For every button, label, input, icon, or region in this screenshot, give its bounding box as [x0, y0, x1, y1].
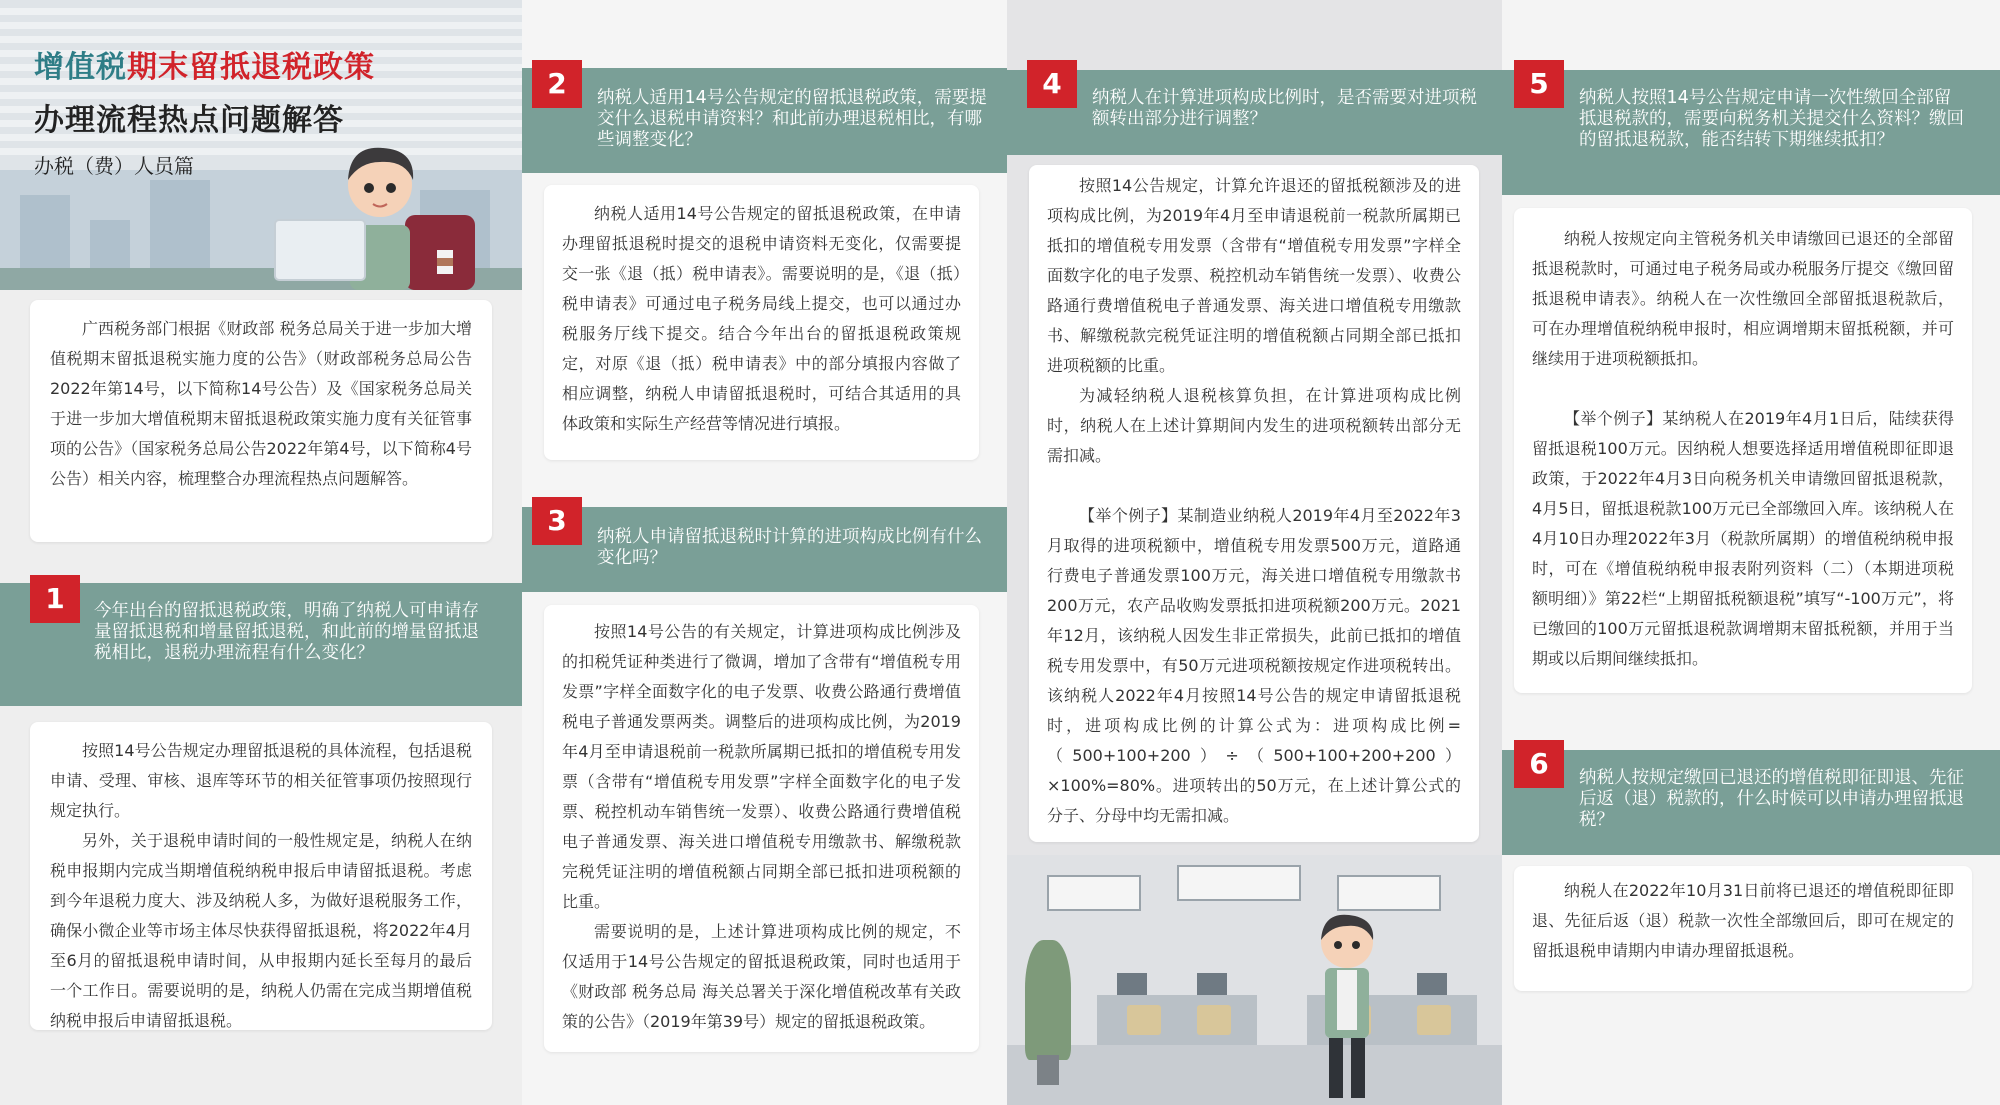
- question-1-text: 今年出台的留抵退税政策，明确了纳税人可申请存量留抵退税和增量留抵退税，和此前的增量留抵退税相比，退税办理流程有什么变化？: [94, 601, 479, 663]
- header-illustration: [0, 0, 522, 290]
- answer-card-4: [1029, 165, 1479, 842]
- title-line-1: 增值税期末留抵退税政策: [34, 50, 375, 85]
- answer-card-6: [1514, 866, 1972, 991]
- question-number-1: 1: [30, 575, 80, 623]
- question-3-text: 纳税人申请留抵退税时计算的进项构成比例有什么变化吗？: [597, 527, 982, 568]
- answer-card-3: [544, 605, 979, 1052]
- panel-3: [1007, 0, 1502, 1105]
- answer-3-paragraph-2: 需要说明的是，上述计算进项构成比例的规定，不仅适用于14号公告规定的留抵退税政策，同时也适用于《财政部 税务总局 海关总署关于深化增值税改革有关政策的公告》（2019年第39号）规定的留抵退税政策。: [562, 922, 961, 1031]
- panel-2: [522, 0, 1007, 1105]
- answer-5-example: 【举个例子】某纳税人在2019年4月1日后，陆续获得留抵退税100万元。因纳税人想要选择适用增值税即征即退政策，于2022年4月3日向税务机关申请缴回留抵退税款，4月5日，留抵退税款100万元已全部缴回入库。该纳税人在4月10日办理2022年3月（税款所属期）的增值税纳税申报时，可在《增值税纳税申报表附列资料（二）（本期进项税额明细）》第22栏“上期留抵税额退税”填写“-100万元”，将已缴回的100万元留抵退税款调增期末留抵税额，并用于当期或以后期间继续抵扣。: [1532, 409, 1954, 668]
- question-4-text: 纳税人在计算进项构成比例时，是否需要对进项税额转出部分进行调整？: [1092, 88, 1477, 129]
- question-band-4: [1007, 70, 1502, 155]
- title-line-2: 办理流程热点问题解答: [34, 103, 344, 138]
- answer-card-2: [544, 185, 979, 460]
- answer-4-example: 【举个例子】某制造业纳税人2019年4月至2022年3月取得的进项税额中，增值税专用发票500万元，道路通行费电子普通发票100万元，海关进口增值税专用缴款书200万元，农产品收购发票抵扣进项税额200万元。2021年12月，该纳税人因发生非正常损失，此前已抵扣的增值税专用发票中，有50万元进项税额按规定作进项税转出。该纳税人2022年4月按照14号公告的规定申请留抵退税时，进项构成比例的计算公式为：进项构成比例=（500+100+200）÷（500+100+200+200）×100%=80%。进项转出的50万元，在上述计算公式的分子、分母中均无需扣减。: [1047, 506, 1461, 825]
- question-band-6: [1502, 750, 2000, 855]
- office-worker-illustration: [255, 130, 485, 290]
- tax-office-illustration: [1007, 855, 1502, 1105]
- answer-2-paragraph-1: 纳税人适用14号公告规定的留抵退税政策，在申请办理留抵退税时提交的退税申请资料无变化，仅需要提交一张《退（抵）税申请表》。需要说明的是，《退（抵）税申请表》可通过电子税务局线上提交，也可以通过办税服务厅线下提交。结合今年出台的留抵退税政策规定，对原《退（抵）税申请表》中的部分填报内容做了相应调整，纳税人申请留抵退税时，可结合其适用的具体政策和实际生产经营等情况进行填报。: [562, 204, 961, 433]
- panel-4: [1502, 0, 2000, 1105]
- question-number-5: 5: [1514, 60, 1564, 108]
- answer-card-1: [30, 722, 492, 1030]
- answer-4-paragraph-2: 为减轻纳税人退税核算负担，在计算进项构成比例时，纳税人在上述计算期间内发生的进项税额转出部分无需扣减。: [1047, 386, 1461, 465]
- intro-text: 广西税务部门根据《财政部 税务总局关于进一步加大增值税期末留抵退税实施力度的公告》（财政部税务总局公告2022年第14号，以下简称14号公告）及《国家税务总局关于进一步加大增值税期末留抵退税政策实施力度有关征管事项的公告》（国家税务总局公告2022年第4号，以下简称4号公告）相关内容，梳理整合办理流程热点问题解答。: [50, 319, 472, 488]
- intro-card: [30, 300, 492, 542]
- answer-4-paragraph-1: 按照14公告规定，计算允许退还的留抵税额涉及的进项构成比例，为2019年4月至申请退税前一税款所属期已抵扣的增值税专用发票（含带有“增值税专用发票”字样全面数字化的电子发票、税控机动车销售统一发票）、收费公路通行费增值税电子普通发票、海关进口增值税专用缴款书、解缴税款完税凭证注明的增值税额占同期全部已抵扣进项税额的比重。: [1047, 176, 1461, 375]
- question-5-text: 纳税人按照14号公告规定申请一次性缴回全部留抵退税款的，需要向税务机关提交什么资料？缴回的留抵退税款，能否结转下期继续抵扣？: [1579, 88, 1964, 150]
- answer-card-5: [1514, 208, 1972, 693]
- question-number-6: 6: [1514, 740, 1564, 788]
- question-number-2: 2: [532, 60, 582, 108]
- subtitle: 办税（费）人员篇: [34, 154, 194, 178]
- question-band-3: [522, 507, 1007, 592]
- answer-6-paragraph-1: 纳税人在2022年10月31日前将已退还的增值税即征即退、先征后返（退）税款一次性全部缴回后，即可在规定的留抵退税申请期内申请办理留抵退税。: [1532, 881, 1954, 960]
- answer-5-paragraph-1: 纳税人按规定向主管税务机关申请缴回已退还的全部留抵退税款时，可通过电子税务局或办税服务厅提交《缴回留抵退税申请表》。纳税人在一次性缴回全部留抵退税款后，可在办理增值税纳税申报时，相应调增期末留抵税额，并可继续用于进项税额抵扣。: [1532, 229, 1954, 368]
- question-number-3: 3: [532, 497, 582, 545]
- question-2-text: 纳税人适用14号公告规定的留抵退税政策，需要提交什么退税申请资料？和此前办理退税相比，有哪些调整变化？: [597, 88, 987, 150]
- plant-icon: [1025, 940, 1071, 1060]
- panel-1: [0, 0, 522, 1105]
- answer-1-paragraph-1: 按照14号公告规定办理留抵退税的具体流程，包括退税申请、受理、审核、退库等环节的相关征管事项仍按照现行规定执行。: [50, 741, 472, 820]
- question-6-text: 纳税人按规定缴回已退还的增值税即征即退、先征后返（退）税款的，什么时候可以申请办理留抵退税？: [1579, 768, 1964, 830]
- answer-1-paragraph-2: 另外，关于退税申请时间的一般性规定是，纳税人在纳税申报期内完成当期增值税纳税申报后申请留抵退税。考虑到今年退税力度大、涉及纳税人多，为做好退税服务工作，确保小微企业等市场主体尽快获得留抵退税，将2022年4月至6月的留抵退税申请时间，从申报期内延长至每月的最后一个工作日。需要说明的是，纳税人仍需在完成当期增值税纳税申报后申请留抵退税。: [50, 831, 472, 1030]
- staff-illustration: [1307, 910, 1387, 1105]
- question-band-2: [522, 68, 1007, 173]
- question-band-5: [1502, 70, 2000, 195]
- answer-3-paragraph-1: 按照14号公告的有关规定，计算进项构成比例涉及的扣税凭证种类进行了微调，增加了含带有“增值税专用发票”字样全面数字化的电子发票、收费公路通行费增值税电子普通发票两类。调整后的进项构成比例，为2019年4月至申请退税前一税款所属期已抵扣的增值税专用发票（含带有“增值税专用发票”字样全面数字化的电子发票、税控机动车销售统一发票）、收费公路通行费增值税电子普通发票、海关进口增值税专用缴款书、解缴税款完税凭证注明的增值税额占同期全部已抵扣进项税额的比重。: [562, 622, 961, 911]
- question-number-4: 4: [1027, 60, 1077, 108]
